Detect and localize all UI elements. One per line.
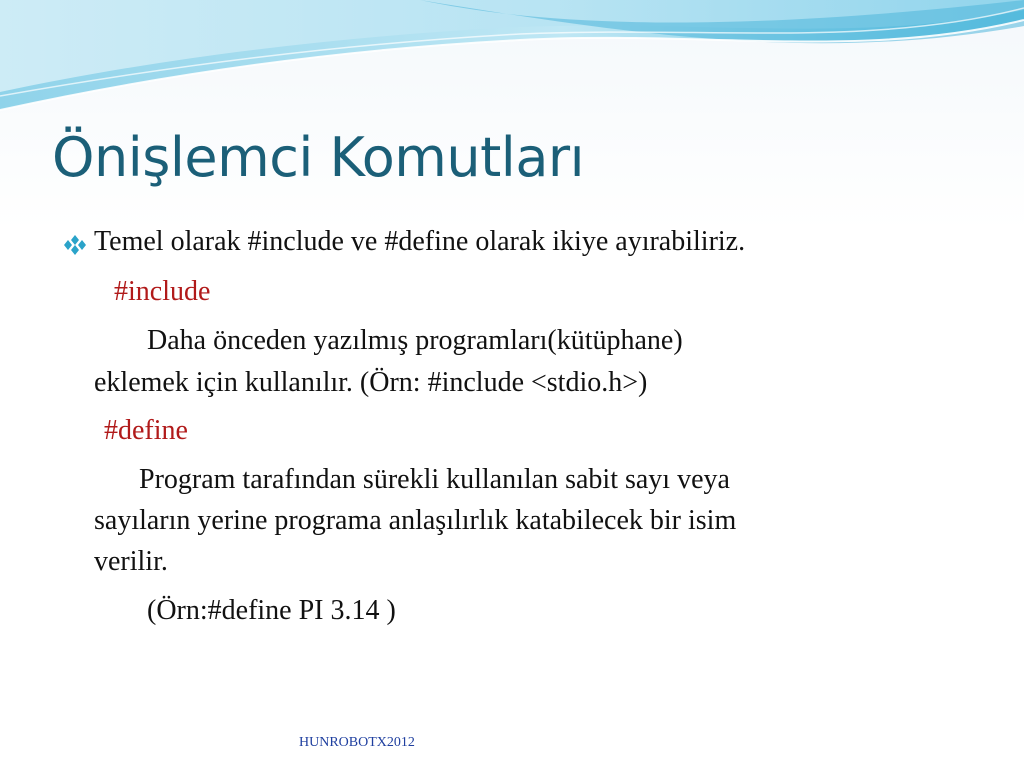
header-wave-decoration (0, 0, 1024, 120)
diamond-bullet-icon (62, 234, 88, 256)
define-description-line-2: sayıların yerine programa anlaşılırlık katabilecek bir isim (94, 505, 737, 536)
include-heading: #include (114, 276, 211, 307)
include-description-line-2: eklemek için kullanılır. (Örn: #include <stdio.h>) (94, 367, 648, 398)
define-description-line-1: Program tarafından sürekli kullanılan sabit sayı veya (139, 464, 730, 495)
define-description-line-3: verilir. (94, 546, 168, 577)
define-example: (Örn:#define PI 3.14 ) (147, 595, 396, 626)
footer-text: HUNROBOTX2012 (299, 735, 415, 750)
bullet-text: Temel olarak #include ve #define olarak ikiye ayırabiliriz. (94, 226, 746, 257)
page-title: Önişlemci Komutları (52, 126, 585, 189)
include-description-line-1: Daha önceden yazılmış programları(kütüphane) (147, 325, 683, 356)
define-heading: #define (104, 415, 188, 446)
